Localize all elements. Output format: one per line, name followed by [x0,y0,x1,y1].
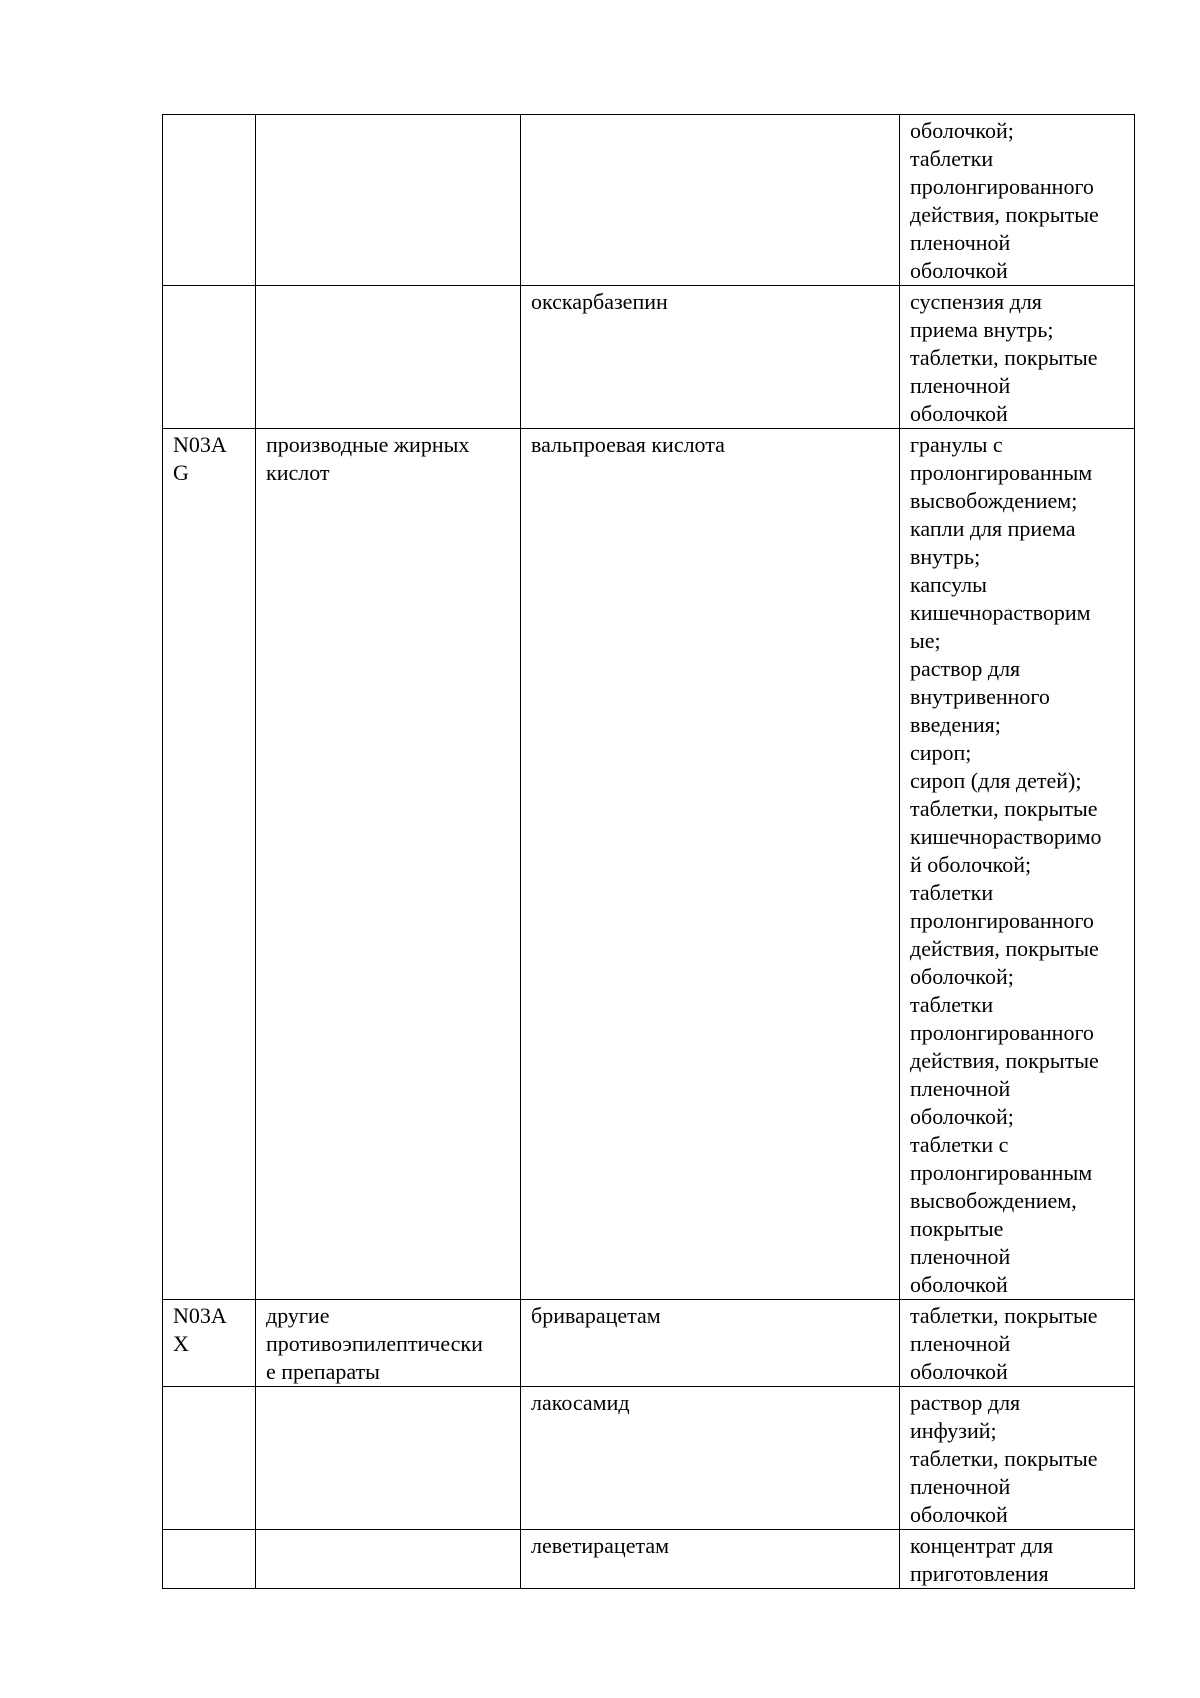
atc-code-cell [163,1387,256,1530]
dosage-forms-cell-line: инфузий; [910,1418,997,1443]
substance-cell [521,115,900,286]
substance-cell [521,429,900,1300]
dosage-forms-cell [900,1387,1135,1530]
table-row [163,1300,1135,1387]
dosage-forms-cell-line: действия, покрытые [910,936,1099,961]
dosage-forms-cell-line: таблетки, покрытые [910,796,1098,821]
dosage-forms-cell-line: оболочкой; [910,118,1014,143]
substance-name: леветирацетам [531,1533,670,1558]
dosage-forms-cell-line: оболочкой; [910,1104,1014,1129]
table-row [163,115,1135,286]
dosage-forms-cell-line: таблетки с [910,1132,1009,1157]
dosage-forms-cell-line: таблетки, покрытые [910,345,1098,370]
dosage-forms-cell-line: действия, покрытые [910,1048,1099,1073]
atc-code-cell-line: N03A [173,1303,227,1328]
dosage-forms-cell-line: таблетки [910,992,994,1017]
dosage-forms-cell-line: таблетки [910,880,994,905]
dosage-forms-cell-line: кишечнорастворимо [910,824,1102,849]
dosage-forms-cell-line: концентрат для [910,1533,1054,1558]
atc-code-cell [163,1530,256,1589]
dosage-forms-cell-line: ые; [910,628,941,653]
dosage-forms-cell-line: пленочной [910,230,1011,255]
drug-table [162,114,1135,1589]
dosage-forms-cell-line: кишечнорастворим [910,600,1091,625]
dosage-forms-cell-line: раствор для [910,1390,1021,1415]
dosage-forms-cell-line: оболочкой; [910,964,1014,989]
atc-code-cell-line: G [173,460,189,485]
dosage-forms-cell [900,1300,1135,1387]
table-row [163,1530,1135,1589]
dosage-forms-cell-line: действия, покрытые [910,202,1099,227]
dosage-forms-cell-line: сироп (для детей); [910,768,1082,793]
dosage-forms-cell-line: пленочной [910,1474,1011,1499]
dosage-forms-cell-line: внутривенного [910,684,1050,709]
substance-cell [521,1387,900,1530]
dosage-forms-cell-line: гранулы с [910,432,1003,457]
group-name-cell [256,1530,521,1589]
dosage-forms-cell-line: пленочной [910,1076,1011,1101]
dosage-forms-cell-line: внутрь; [910,544,981,569]
dosage-forms-cell-line: й оболочкой; [910,852,1032,877]
dosage-forms-cell-line: пролонгированного [910,908,1094,933]
table-row [163,286,1135,429]
group-name-cell [256,429,521,1300]
dosage-forms-cell-line: оболочкой [910,401,1008,426]
dosage-forms-cell-line: пролонгированным [910,1160,1093,1185]
dosage-forms-cell-line: таблетки, покрытые [910,1303,1098,1328]
dosage-forms-cell-line: оболочкой [910,258,1008,283]
dosage-forms-cell-line: капли для приема [910,516,1076,541]
dosage-forms-cell-line: капсулы [910,572,987,597]
dosage-forms-cell-line: высвобождением; [910,488,1078,513]
dosage-forms-cell-line: пролонгированного [910,174,1094,199]
dosage-forms-cell-line: пленочной [910,1331,1011,1356]
dosage-forms-cell [900,1530,1135,1589]
dosage-forms-cell-line: пленочной [910,373,1011,398]
atc-code-cell [163,286,256,429]
dosage-forms-cell-line: пролонгированного [910,1020,1094,1045]
dosage-forms-cell-line: введения; [910,712,1001,737]
group-name-cell-line: противоэпилептически [266,1331,483,1356]
group-name-cell-line: кислот [266,460,330,485]
dosage-forms-cell-line: пролонгированным [910,460,1093,485]
substance-name: лакосамид [531,1390,630,1415]
dosage-forms-cell-line: раствор для [910,656,1021,681]
substance-name: окскарбазепин [531,289,668,314]
dosage-forms-cell-line: таблетки [910,146,994,171]
substance-name: вальпроевая кислота [531,432,725,457]
substance-cell [521,1300,900,1387]
group-name-cell-line: другие [266,1303,330,1328]
dosage-forms-cell [900,429,1135,1300]
group-name-cell [256,115,521,286]
dosage-forms-cell-line: таблетки, покрытые [910,1446,1098,1471]
dosage-forms-cell-line: оболочкой [910,1502,1008,1527]
dosage-forms-cell-line: высвобождением, [910,1188,1077,1213]
dosage-forms-cell [900,286,1135,429]
dosage-forms-cell-line: сироп; [910,740,972,765]
substance-name: бриварацетам [531,1303,661,1328]
table-body [163,115,1135,1589]
dosage-forms-cell-line: оболочкой [910,1359,1008,1384]
dosage-forms-cell-line: пленочной [910,1244,1011,1269]
dosage-forms-cell [900,115,1135,286]
group-name-cell-line: производные жирных [266,432,470,457]
group-name-cell [256,1387,521,1530]
atc-code-cell [163,115,256,286]
substance-cell [521,286,900,429]
dosage-forms-cell-line: приема внутрь; [910,317,1054,342]
dosage-forms-cell-line: покрытые [910,1216,1004,1241]
table-row [163,429,1135,1300]
dosage-forms-cell-line: приготовления [910,1561,1049,1586]
group-name-cell [256,1300,521,1387]
substance-cell [521,1530,900,1589]
dosage-forms-cell-line: оболочкой [910,1272,1008,1297]
atc-code-cell-line: X [173,1331,189,1356]
group-name-cell [256,286,521,429]
table-row [163,1387,1135,1530]
atc-code-cell [163,1300,256,1387]
atc-code-cell-line: N03A [173,432,227,457]
group-name-cell-line: е препараты [266,1359,380,1384]
atc-code-cell [163,429,256,1300]
dosage-forms-cell-line: суспензия для [910,289,1042,314]
